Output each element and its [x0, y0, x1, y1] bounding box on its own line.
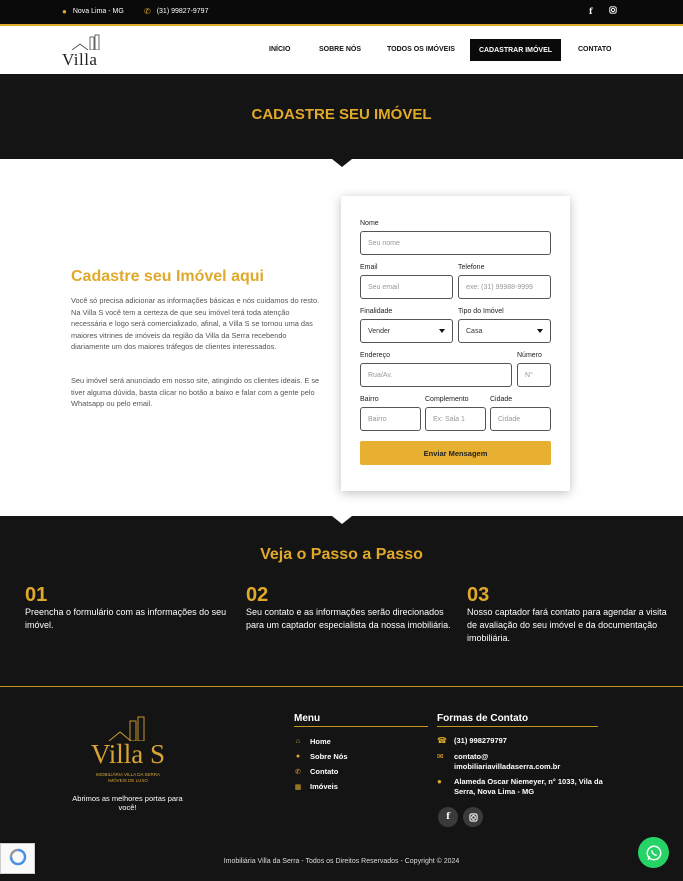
finalidade-select[interactable]	[360, 319, 453, 343]
facebook-icon[interactable]: f	[438, 807, 458, 827]
footer-menu-contato[interactable]	[294, 767, 338, 776]
nome-input[interactable]: Seu nome	[360, 231, 551, 255]
footer-tagline: Abrimos as melhores portas para você!	[72, 794, 183, 812]
location-text: Nova Lima - MG	[72, 8, 124, 15]
steps-section	[0, 516, 683, 686]
hero-arrow	[332, 159, 352, 167]
recaptcha-icon	[8, 847, 28, 867]
map-pin-icon: ●	[437, 777, 442, 786]
nav-todos-imoveis[interactable]: TODOS OS IMÓVEIS	[387, 46, 455, 53]
page-title: CADASTRE SEU IMÓVEL	[251, 106, 432, 123]
logo-building-icon	[108, 715, 148, 741]
instagram-icon[interactable]	[463, 807, 483, 827]
nav-sobre-nos[interactable]: SOBRE NÓS	[319, 46, 362, 53]
intro-paragraph-2: Seu imóvel será anunciado em nosso site, atingindo os clientes ideais. E se tiver alguma dúvida, basta clicar no botão a baixo e falar com a gente pelo Whatsapp ou pelo email.	[71, 376, 320, 409]
contact-email-text: contato@ imobiliariavilladaserra.com.br	[454, 752, 561, 771]
chevron-down-icon	[537, 329, 543, 333]
tipo-select[interactable]	[458, 319, 551, 343]
submit-button[interactable]: Enviar Mensagem	[360, 441, 551, 465]
mail-icon: ✉	[437, 752, 444, 761]
endereco-input[interactable]: Rua/Av.	[360, 363, 512, 387]
home-icon: ⌂	[295, 738, 301, 745]
footer-menu-label: Sobre Nós	[310, 752, 348, 761]
complemento-input[interactable]: Ex: Sala 1	[425, 407, 486, 431]
site-footer	[0, 686, 683, 881]
footer-contact-title: Formas de Contato	[437, 713, 598, 727]
footer-menu-title: Menu	[294, 713, 428, 727]
map-pin-icon: ●	[62, 7, 67, 16]
footer-menu-label: Contato	[310, 767, 339, 776]
steps-arrow	[332, 516, 352, 524]
instagram-icon[interactable]	[609, 6, 617, 16]
numero-input[interactable]: N°	[517, 363, 551, 387]
numero-label: Número	[517, 352, 542, 359]
bairro-input[interactable]: Bairro	[360, 407, 421, 431]
step-number: 03	[467, 584, 490, 606]
nav-contato[interactable]: CONTATO	[578, 46, 612, 53]
copyright-text: Imobiliária Villa da Serra - Todos os Direitos Reservados - Copyright © 2024	[223, 858, 460, 865]
chevron-down-icon	[439, 329, 445, 333]
footer-logo[interactable]	[88, 713, 168, 787]
nome-label: Nome	[360, 220, 379, 227]
footer-logo-text: Villa S	[90, 739, 166, 769]
email-label: Email	[360, 264, 378, 271]
phone-info[interactable]	[144, 7, 208, 16]
step-text: Preencha o formulário com as informações do seu imóvel.	[25, 607, 227, 630]
site-logo[interactable]	[60, 32, 112, 70]
contact-phone-text: (31) 998279797	[454, 736, 507, 745]
telefone-label: Telefone	[458, 264, 485, 271]
telefone-input[interactable]: exe: (31) 99988-9999	[458, 275, 551, 299]
top-bar	[0, 0, 683, 26]
nav-cadastrar-imovel[interactable]: CADASTRAR IMÓVEL	[470, 39, 561, 61]
logo-building-icon	[70, 34, 102, 50]
footer-menu-sobre[interactable]	[294, 752, 348, 761]
main-header	[0, 28, 683, 74]
complemento-label: Complemento	[425, 396, 469, 403]
building-icon: ▦	[294, 783, 302, 791]
register-form	[341, 196, 570, 491]
cidade-label: Cidade	[490, 396, 513, 403]
footer-menu-imoveis[interactable]	[294, 782, 338, 791]
step-text: Seu contato e as informações serão direcionados para um captador especialista da nossa imobiliária.	[246, 607, 451, 630]
logo-text: Villa	[62, 50, 98, 69]
cidade-input[interactable]: Cidade	[490, 407, 551, 431]
location-info	[62, 7, 124, 16]
step-text: Nosso captador fará contato para agendar a visita de avaliação do seu imóvel e da documentação imobiliária.	[467, 607, 667, 643]
footer-menu-label: Home	[310, 737, 331, 746]
intro-heading: Cadastre seu Imóvel aqui	[71, 268, 264, 285]
whatsapp-icon: ☎	[437, 736, 447, 745]
finalidade-label: Finalidade	[360, 308, 393, 315]
nav-inicio[interactable]: INÍCIO	[269, 46, 291, 53]
step-number: 02	[246, 584, 269, 606]
contact-address-text: Alameda Oscar Niemeyer, n° 1033, Vila da Serra, Nova Lima - MG	[454, 777, 603, 796]
facebook-icon[interactable]: f	[589, 6, 593, 16]
footer-menu-home[interactable]	[294, 737, 331, 746]
bairro-label: Bairro	[360, 396, 379, 403]
recaptcha-badge[interactable]	[0, 843, 35, 874]
phone-icon: ✆	[295, 768, 301, 776]
tipo-value: Casa	[466, 327, 483, 335]
footer-logo-subtitle: IMOBILIÁRIA VILLA DA SERRA IMÓVEIS DE LUXO	[95, 772, 161, 783]
finalidade-value: Vender	[368, 327, 391, 335]
endereco-label: Endereço	[360, 352, 390, 359]
footer-menu-label: Imóveis	[310, 782, 338, 791]
tipo-label: Tipo do Imóvel	[458, 308, 504, 315]
step-number: 01	[25, 584, 48, 606]
steps-title: Veja o Passo a Passo	[260, 546, 423, 563]
whatsapp-icon	[645, 844, 663, 862]
users-icon: ●	[295, 753, 301, 760]
email-input[interactable]: Seu email	[360, 275, 453, 299]
page-hero	[0, 74, 683, 159]
intro-paragraph-1: Você só precisa adicionar as informações básicas e nós cuidamos do resto. Na Villa S você tem a certeza de que seu imóvel terá toda atenção necessária e logo será comercializado, afinal, a Villa S se tornou uma das maiores vitrines de imóveis da região da Villa da Serra recebendo diariamente um dos maiores tráfegos de clientes interessados.	[71, 296, 320, 352]
phone-icon: ✆	[144, 7, 151, 16]
phone-text[interactable]: (31) 99827-9797	[156, 8, 209, 15]
whatsapp-float-button[interactable]	[638, 837, 669, 868]
